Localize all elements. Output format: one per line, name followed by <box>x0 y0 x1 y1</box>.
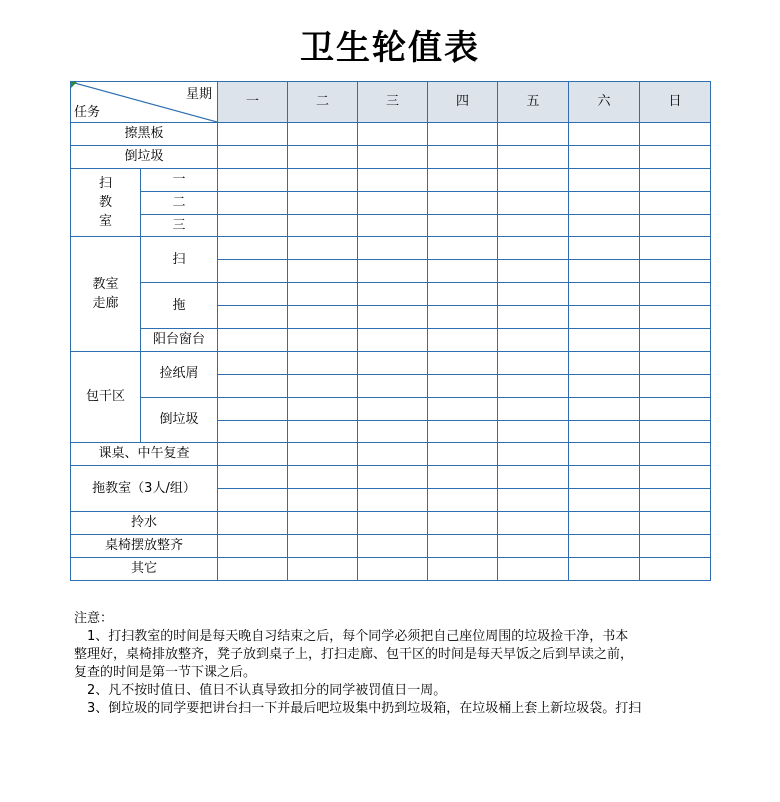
schedule-cell[interactable] <box>640 557 711 580</box>
notes-line: 2、凡不按时值日、值日不认真导致扣分的同学被罚值日一周。 <box>74 683 447 698</box>
schedule-cell[interactable] <box>428 397 498 420</box>
schedule-cell[interactable] <box>569 329 640 352</box>
task-row <box>71 283 711 306</box>
task-row <box>71 535 711 558</box>
schedule-cell[interactable] <box>569 512 640 535</box>
notes-heading: 注意： <box>74 611 114 626</box>
schedule-cell[interactable] <box>288 168 358 191</box>
schedule-cell[interactable] <box>569 123 640 146</box>
schedule-cell[interactable] <box>498 306 569 329</box>
schedule-cell[interactable] <box>288 535 358 558</box>
schedule-cell[interactable] <box>498 123 569 146</box>
schedule-cell[interactable] <box>218 306 288 329</box>
schedule-cell[interactable] <box>358 306 428 329</box>
day-header: 一 <box>218 82 288 123</box>
schedule-cell[interactable] <box>428 466 498 489</box>
schedule-cell[interactable] <box>569 397 640 420</box>
cell-corner-marker <box>71 82 77 88</box>
task-label-cell: 擦黑板 <box>71 123 218 146</box>
schedule-cell[interactable] <box>218 351 288 374</box>
schedule-cell[interactable] <box>569 283 640 306</box>
diagonal-header-cell <box>71 82 218 123</box>
task-row <box>71 168 711 191</box>
schedule-cell[interactable] <box>569 214 640 237</box>
schedule-cell[interactable] <box>428 512 498 535</box>
schedule-cell[interactable] <box>358 123 428 146</box>
schedule-cell[interactable] <box>358 351 428 374</box>
task-label-cell: 课桌、中午复查 <box>71 443 218 466</box>
task-row <box>71 557 711 580</box>
schedule-cell[interactable] <box>498 557 569 580</box>
schedule-cell[interactable] <box>288 351 358 374</box>
schedule-cell[interactable] <box>640 397 711 420</box>
schedule-cell[interactable] <box>640 283 711 306</box>
schedule-cell[interactable] <box>288 123 358 146</box>
schedule-cell[interactable] <box>498 443 569 466</box>
task-row <box>71 214 711 237</box>
schedule-cell[interactable] <box>498 260 569 283</box>
schedule-cell[interactable] <box>428 260 498 283</box>
schedule-cell[interactable] <box>218 489 288 512</box>
task-label-cell: 桌椅摆放整齐 <box>71 535 218 558</box>
schedule-cell[interactable] <box>428 237 498 260</box>
schedule-cell[interactable] <box>428 557 498 580</box>
schedule-cell[interactable] <box>218 214 288 237</box>
notes-line: 复查的时间是第一节下课之后。 <box>74 665 257 680</box>
schedule-cell[interactable] <box>358 374 428 397</box>
week-label: 星期 <box>185 87 212 102</box>
task-row <box>71 512 711 535</box>
schedule-cell[interactable] <box>640 145 711 168</box>
schedule-cell[interactable] <box>288 397 358 420</box>
schedule-cell[interactable] <box>218 420 288 443</box>
subtask-cell: 倒垃圾 <box>141 397 218 443</box>
schedule-cell[interactable] <box>358 489 428 512</box>
schedule-cell[interactable] <box>640 237 711 260</box>
schedule-cell[interactable] <box>288 557 358 580</box>
schedule-cell[interactable] <box>640 123 711 146</box>
schedule-cell[interactable] <box>288 374 358 397</box>
schedule-cell[interactable] <box>569 168 640 191</box>
sweep-classroom-label: 扫 教 室 <box>98 176 112 230</box>
task-row <box>71 397 711 420</box>
day-header: 三 <box>358 82 428 123</box>
schedule-cell[interactable] <box>358 535 428 558</box>
schedule-cell[interactable] <box>218 168 288 191</box>
schedule-cell[interactable] <box>288 237 358 260</box>
subtask-cell: 捡纸屑 <box>141 351 218 397</box>
schedule-cell[interactable] <box>288 214 358 237</box>
schedule-cell[interactable] <box>428 306 498 329</box>
schedule-cell[interactable] <box>498 351 569 374</box>
schedule-cell[interactable] <box>218 191 288 214</box>
schedule-cell[interactable] <box>358 260 428 283</box>
task-row <box>71 237 711 260</box>
day-header: 日 <box>640 82 711 123</box>
task-group-cell <box>71 168 141 237</box>
schedule-cell[interactable] <box>218 283 288 306</box>
schedule-cell[interactable] <box>428 191 498 214</box>
schedule-cell[interactable] <box>640 168 711 191</box>
schedule-cell[interactable] <box>569 557 640 580</box>
schedule-cell[interactable] <box>428 168 498 191</box>
schedule-cell[interactable] <box>498 374 569 397</box>
schedule-cell[interactable] <box>218 512 288 535</box>
schedule-cell[interactable] <box>569 489 640 512</box>
schedule-cell[interactable] <box>218 557 288 580</box>
day-header: 二 <box>288 82 358 123</box>
schedule-cell[interactable] <box>498 168 569 191</box>
schedule-cell[interactable] <box>288 191 358 214</box>
schedule-cell[interactable] <box>640 329 711 352</box>
schedule-cell[interactable] <box>428 283 498 306</box>
schedule-cell[interactable] <box>288 306 358 329</box>
schedule-cell[interactable] <box>498 191 569 214</box>
schedule-cell[interactable] <box>358 557 428 580</box>
schedule-cell[interactable] <box>569 466 640 489</box>
schedule-cell[interactable] <box>288 329 358 352</box>
schedule-cell[interactable] <box>498 466 569 489</box>
corridor-label: 教室 走廊 <box>92 277 119 312</box>
task-group-cell <box>71 237 141 351</box>
schedule-cell[interactable] <box>498 535 569 558</box>
task-row <box>71 466 711 489</box>
subtask-cell: 三 <box>141 214 218 237</box>
schedule-cell[interactable] <box>569 237 640 260</box>
subtask-cell: 二 <box>141 191 218 214</box>
schedule-cell[interactable] <box>288 443 358 466</box>
schedule-cell[interactable] <box>288 145 358 168</box>
schedule-cell[interactable] <box>218 443 288 466</box>
schedule-cell[interactable] <box>288 489 358 512</box>
schedule-cell[interactable] <box>569 191 640 214</box>
schedule-cell[interactable] <box>640 466 711 489</box>
schedule-cell[interactable] <box>428 374 498 397</box>
schedule-cell[interactable] <box>428 123 498 146</box>
schedule-cell[interactable] <box>358 191 428 214</box>
schedule-cell[interactable] <box>218 145 288 168</box>
schedule-cell[interactable] <box>358 145 428 168</box>
day-header: 六 <box>569 82 640 123</box>
schedule-cell[interactable] <box>288 420 358 443</box>
schedule-cell[interactable] <box>218 397 288 420</box>
schedule-cell[interactable] <box>498 489 569 512</box>
schedule-cell[interactable] <box>498 237 569 260</box>
schedule-cell[interactable] <box>569 260 640 283</box>
schedule-cell[interactable] <box>498 420 569 443</box>
schedule-cell[interactable] <box>428 420 498 443</box>
schedule-cell[interactable] <box>428 329 498 352</box>
schedule-cell[interactable] <box>498 397 569 420</box>
schedule-cell[interactable] <box>288 260 358 283</box>
task-label: 任务 <box>74 105 101 120</box>
task-label-cell: 拎水 <box>71 512 218 535</box>
schedule-cell[interactable] <box>358 420 428 443</box>
schedule-cell[interactable] <box>218 329 288 352</box>
task-group-cell: 包干区 <box>71 351 141 443</box>
schedule-cell[interactable] <box>358 168 428 191</box>
task-row <box>71 351 711 374</box>
schedule-cell[interactable] <box>569 443 640 466</box>
header-row <box>71 82 711 123</box>
schedule-cell[interactable] <box>498 512 569 535</box>
subtask-cell: 拖 <box>141 283 218 329</box>
subtask-cell: 扫 <box>141 237 218 283</box>
task-label-cell: 拖教室（3人/组） <box>71 466 218 512</box>
schedule-cell[interactable] <box>288 283 358 306</box>
schedule-cell[interactable] <box>428 489 498 512</box>
schedule-cell[interactable] <box>428 145 498 168</box>
schedule-cell[interactable] <box>428 351 498 374</box>
day-header: 四 <box>428 82 498 123</box>
schedule-cell[interactable] <box>640 306 711 329</box>
schedule-cell[interactable] <box>640 214 711 237</box>
task-row <box>71 191 711 214</box>
schedule-cell[interactable] <box>640 374 711 397</box>
schedule-cell[interactable] <box>569 306 640 329</box>
notes-section <box>74 610 704 718</box>
schedule-cell[interactable] <box>498 329 569 352</box>
subtask-cell: 一 <box>141 168 218 191</box>
duty-roster-table <box>70 81 711 581</box>
schedule-cell[interactable] <box>358 329 428 352</box>
schedule-cell[interactable] <box>640 191 711 214</box>
subtask-cell: 阳台窗台 <box>141 329 218 352</box>
schedule-cell[interactable] <box>358 214 428 237</box>
schedule-cell[interactable] <box>498 145 569 168</box>
notes-line: 3、倒垃圾的同学要把讲台扫一下并最后吧垃圾集中扔到垃圾箱，在垃圾桶上套上新垃圾袋。打扫 <box>74 701 642 716</box>
schedule-cell[interactable] <box>640 260 711 283</box>
schedule-cell[interactable] <box>218 237 288 260</box>
schedule-cell[interactable] <box>358 466 428 489</box>
task-row <box>71 123 711 146</box>
task-row <box>71 443 711 466</box>
schedule-cell[interactable] <box>640 535 711 558</box>
schedule-cell[interactable] <box>358 443 428 466</box>
schedule-cell[interactable] <box>288 512 358 535</box>
notes-line: 1、打扫教室的时间是每天晚自习结束之后，每个同学必须把自己座位周围的垃圾捡干净，书本 <box>74 629 629 644</box>
schedule-cell[interactable] <box>498 214 569 237</box>
schedule-cell[interactable] <box>358 283 428 306</box>
schedule-cell[interactable] <box>640 420 711 443</box>
schedule-cell[interactable] <box>218 260 288 283</box>
schedule-cell[interactable] <box>288 466 358 489</box>
schedule-cell[interactable] <box>569 420 640 443</box>
schedule-cell[interactable] <box>428 443 498 466</box>
day-header: 五 <box>498 82 569 123</box>
schedule-cell[interactable] <box>218 123 288 146</box>
schedule-cell[interactable] <box>358 237 428 260</box>
schedule-cell[interactable] <box>218 535 288 558</box>
schedule-cell[interactable] <box>640 512 711 535</box>
schedule-cell[interactable] <box>218 374 288 397</box>
schedule-cell[interactable] <box>358 512 428 535</box>
schedule-cell[interactable] <box>569 145 640 168</box>
page-title: 卫生轮值表 <box>300 28 480 68</box>
task-row <box>71 145 711 168</box>
schedule-cell[interactable] <box>640 351 711 374</box>
task-label-cell: 倒垃圾 <box>71 145 218 168</box>
schedule-cell[interactable] <box>498 283 569 306</box>
schedule-cell[interactable] <box>428 214 498 237</box>
schedule-cell[interactable] <box>218 466 288 489</box>
schedule-cell[interactable] <box>569 535 640 558</box>
schedule-cell[interactable] <box>358 397 428 420</box>
schedule-cell[interactable] <box>640 489 711 512</box>
task-label-cell: 其它 <box>71 557 218 580</box>
notes-line: 整理好，桌椅排放整齐，凳子放到桌子上，打扫走廊、包干区的时间是每天早饭之后到早读之前， <box>74 647 634 662</box>
schedule-cell[interactable] <box>569 351 640 374</box>
schedule-cell[interactable] <box>428 535 498 558</box>
schedule-cell[interactable] <box>640 443 711 466</box>
schedule-cell[interactable] <box>569 374 640 397</box>
task-row <box>71 329 711 352</box>
